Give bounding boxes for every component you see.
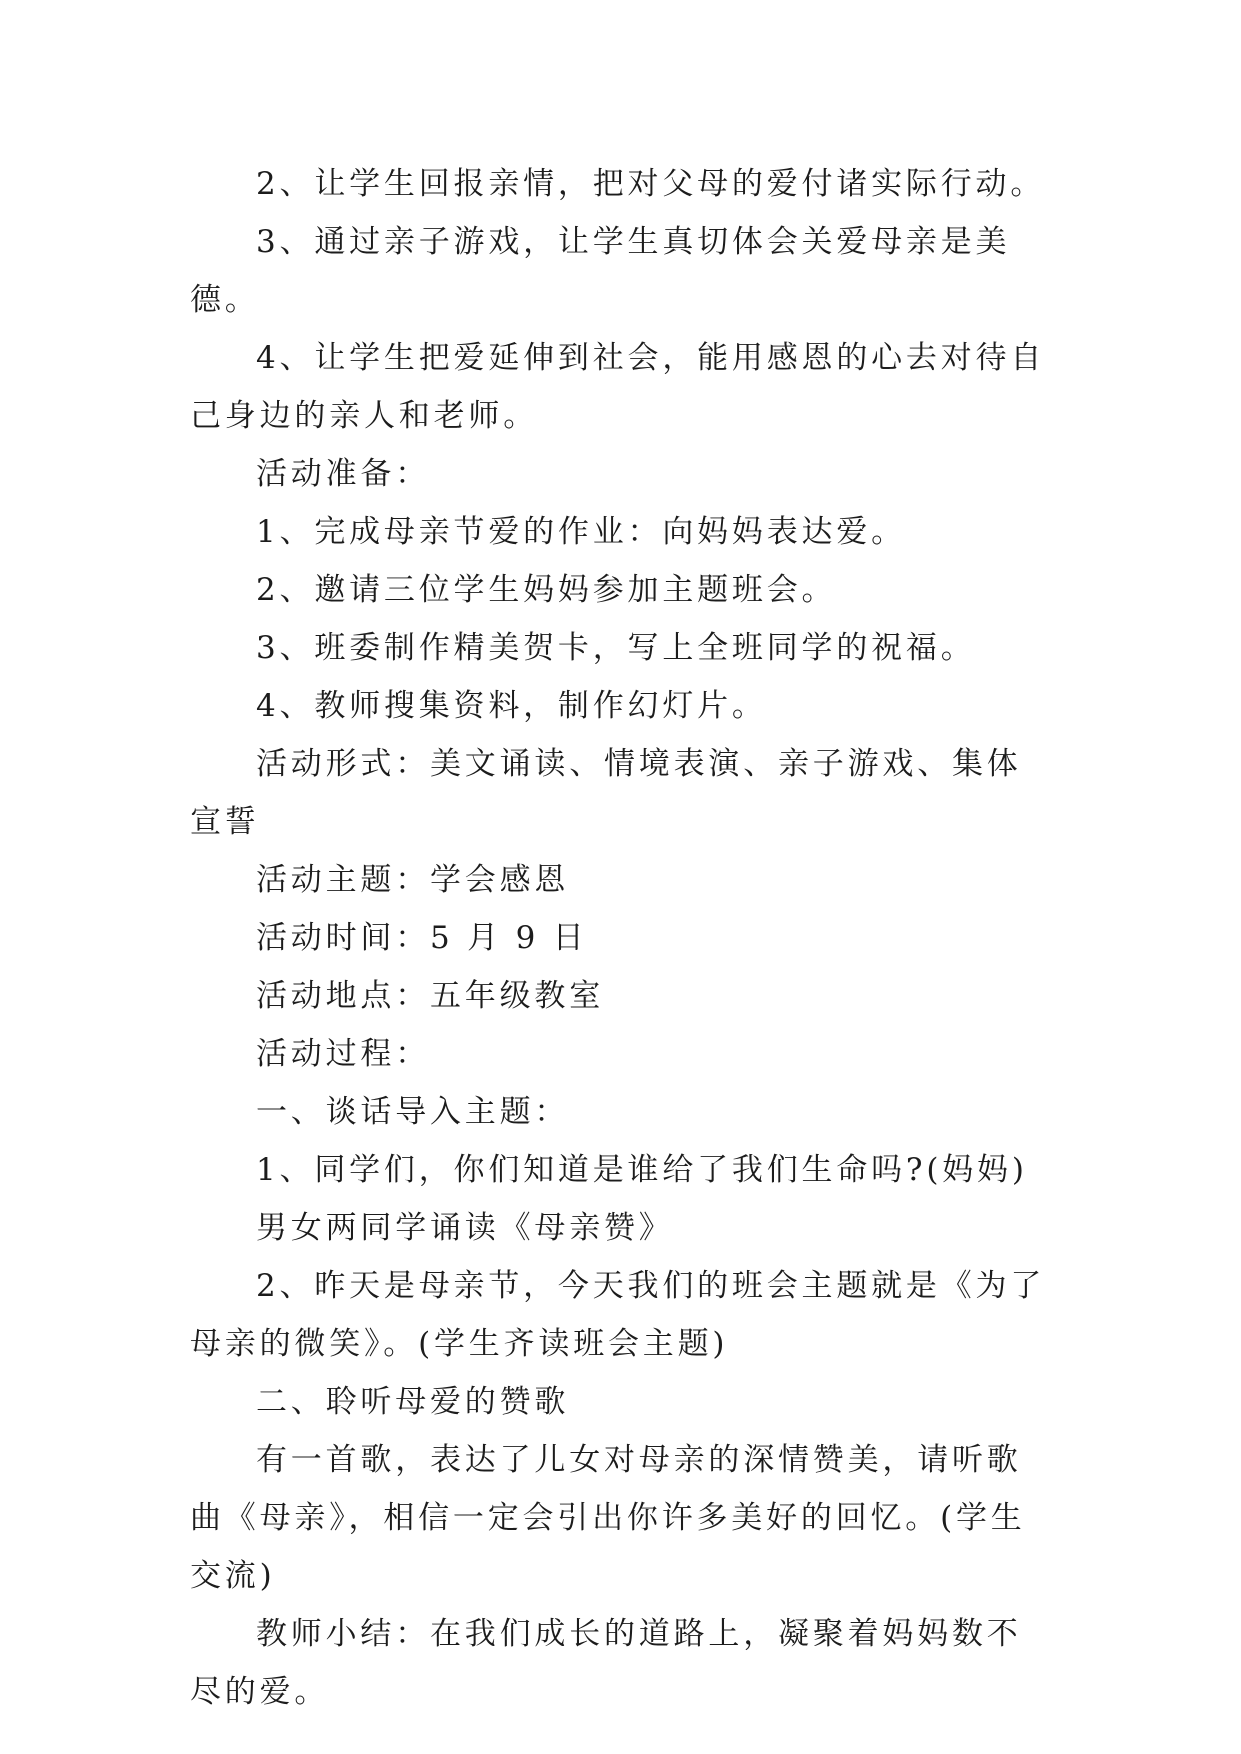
paragraph: 4、教师搜集资料，制作幻灯片。 <box>256 688 767 724</box>
paragraph: 活动过程： <box>256 1036 430 1072</box>
paragraph: 2、昨天是母亲节，今天我们的班会主题就是《为了母亲的微笑》。(学生齐读班会主题) <box>190 1268 1046 1362</box>
paragraph: 活动主题：学会感恩 <box>256 862 570 898</box>
paragraph: 活动形式：美文诵读、情境表演、亲子游戏、集体宣誓 <box>190 746 1022 840</box>
paragraph: 4、让学生把爱延伸到社会，能用感恩的心去对待自己身边的亲人和老师。 <box>190 340 1046 434</box>
paragraph: 活动准备： <box>256 456 430 492</box>
paragraph: 活动时间：5 月 9 日 <box>256 920 588 956</box>
paragraph: 活动地点：五年级教室 <box>256 978 604 1014</box>
paragraph: 3、班委制作精美贺卡，写上全班同学的祝福。 <box>256 630 976 666</box>
paragraph: 二、聆听母爱的赞歌 <box>256 1384 570 1420</box>
paragraph: 3、通过亲子游戏，让学生真切体会关爱母亲是美德。 <box>190 224 1011 318</box>
paragraph: 教师小结：在我们成长的道路上，凝聚着妈妈数不尽的爱。 <box>190 1616 1022 1710</box>
paragraph: 一、谈话导入主题： <box>256 1094 570 1130</box>
paragraph: 2、邀请三位学生妈妈参加主题班会。 <box>256 572 837 608</box>
paragraph: 2、让学生回报亲情，把对父母的爱付诸实际行动。 <box>256 166 1046 202</box>
paragraph: 有一首歌，表达了儿女对母亲的深情赞美，请听歌曲《母亲》，相信一定会引出你许多美好的回忆。(学生交流) <box>190 1442 1026 1594</box>
paragraph: 男女两同学诵读《母亲赞》 <box>256 1210 674 1246</box>
document-body <box>190 155 1050 1721</box>
paragraph: 1、完成母亲节爱的作业：向妈妈表达爱。 <box>256 514 906 550</box>
paragraph: 1、同学们，你们知道是谁给了我们生命吗?(妈妈) <box>256 1152 1028 1188</box>
